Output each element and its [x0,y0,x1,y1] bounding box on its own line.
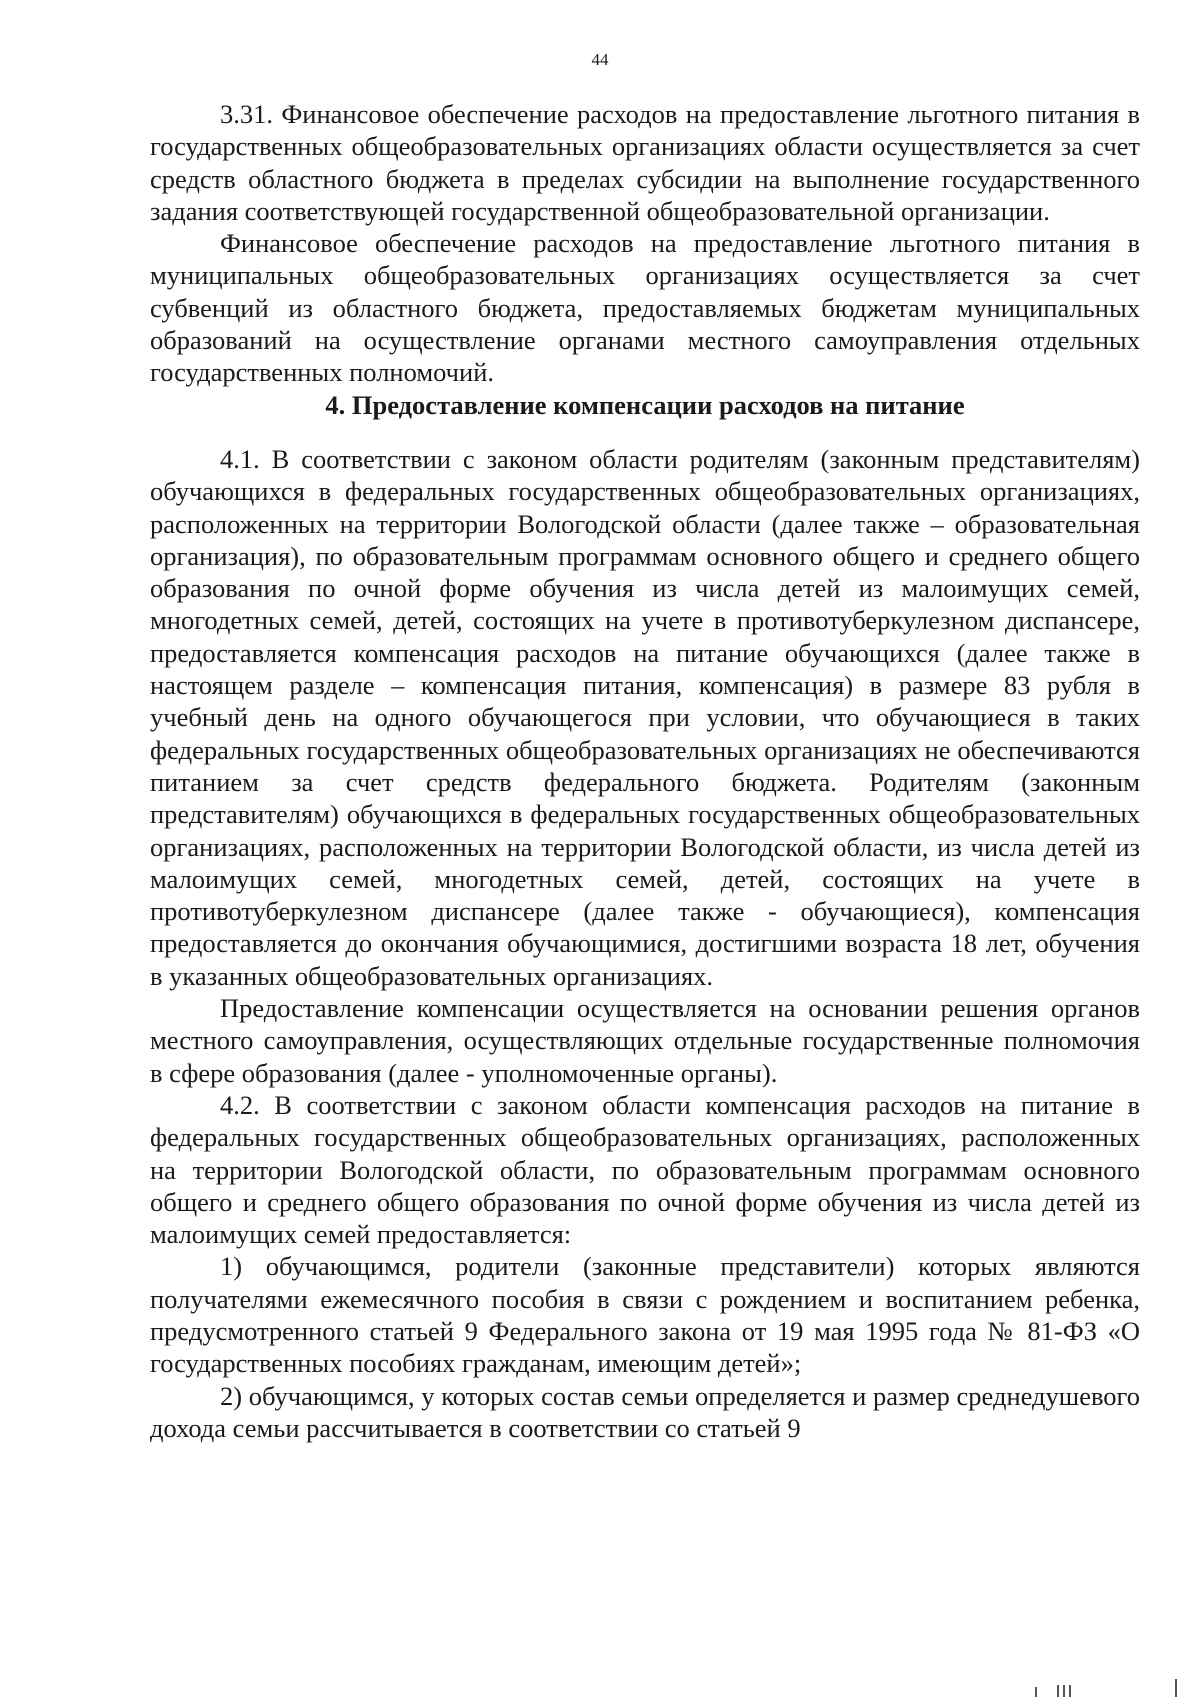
list-item-1: 1) обучающимся, родители (законные представители) которых являются получателями ежемесячного пособия в связи с рождением и воспитанием ребенка, предусмотренного статьей 9 Федерального закона от 19 мая 1995 года № 81-ФЗ «О государственных пособиях гражданам, имеющим детей»; [150,1251,1140,1379]
paragraph-compensation-basis: Предоставление компенсации осуществляется на основании решения органов местного самоуправления, осуществляющих отдельные государственные полномочия в сфере образования (далее - уполномоченные органы). [150,993,1140,1088]
paragraph-4-1: 4.1. В соответствии с законом области родителям (законным представителям) обучающихся в федеральных государственных общеобразовательных организациях, расположенных на территории Вологодской области (далее также – образовательная организация), по образовательным программам основного общего и среднего общего образования по очной форме обучения из числа детей из малоимущих семей, многодетных семей, детей, состоящих на учете в противотуберкулезном диспансере, предоставляется компенсация расходов на питание обучающихся (далее также в настоящем разделе – компенсация питания, компенсация) в размере 83 рубля в учебный день на одного обучающегося при условии, что обучающиеся в таких федеральных государственных общеобразовательных организациях не обеспечиваются питанием за счет средств федерального бюджета. Родителям (законным представителям) обучающихся в федеральных государственных общеобразовательных организациях, расположенных на территории Вологодской области, из числа детей из малоимущих семей, многодетных семей, детей, состоящих на учете в противотуберкулезном диспансере (далее также - обучающиеся), компенсация предоставляется до окончания обучающимися, достигшими возраста 18 лет, обучения в указанных общеобразовательных организациях. [150,443,1140,991]
section-heading-4: 4. Предоставление компенсации расходов на питание [325,389,965,420]
scan-edge-marks [1035,1678,1180,1697]
paragraph-4-2: 4.2. В соответствии с законом области компенсация расходов на питание в федеральных государственных общеобразовательных организациях, расположенных на территории Вологодской области, по образовательным программам основного общего и среднего общего образования по очной форме обучения из числа детей из малоимущих семей предоставляется: [150,1089,1140,1250]
page-number: 44 [591,50,609,69]
list-item-2: 2) обучающимся, у которых состав семьи определяется и размер среднедушевого дохода семьи рассчитывается в соответствии со статьей 9 [150,1380,1140,1443]
paragraph-financing-municipal: Финансовое обеспечение расходов на предоставление льготного питания в муниципальных общеобразовательных организациях осуществляется за счет субвенций из областного бюджета, предоставляемых бюджетам муниципальных образований на осуществление органами местного самоуправления отдельных государственных полномочий. [150,228,1140,388]
paragraph-3-31: 3.31. Финансовое обеспечение расходов на предоставление льготного питания в государственных общеобразовательных организациях области осуществляется за счет средств областного бюджета в пределах субсидии на выполнение государственного задания соответствующей государственной общеобразовательной организации. [150,99,1140,226]
document-body [150,98,1140,1444]
